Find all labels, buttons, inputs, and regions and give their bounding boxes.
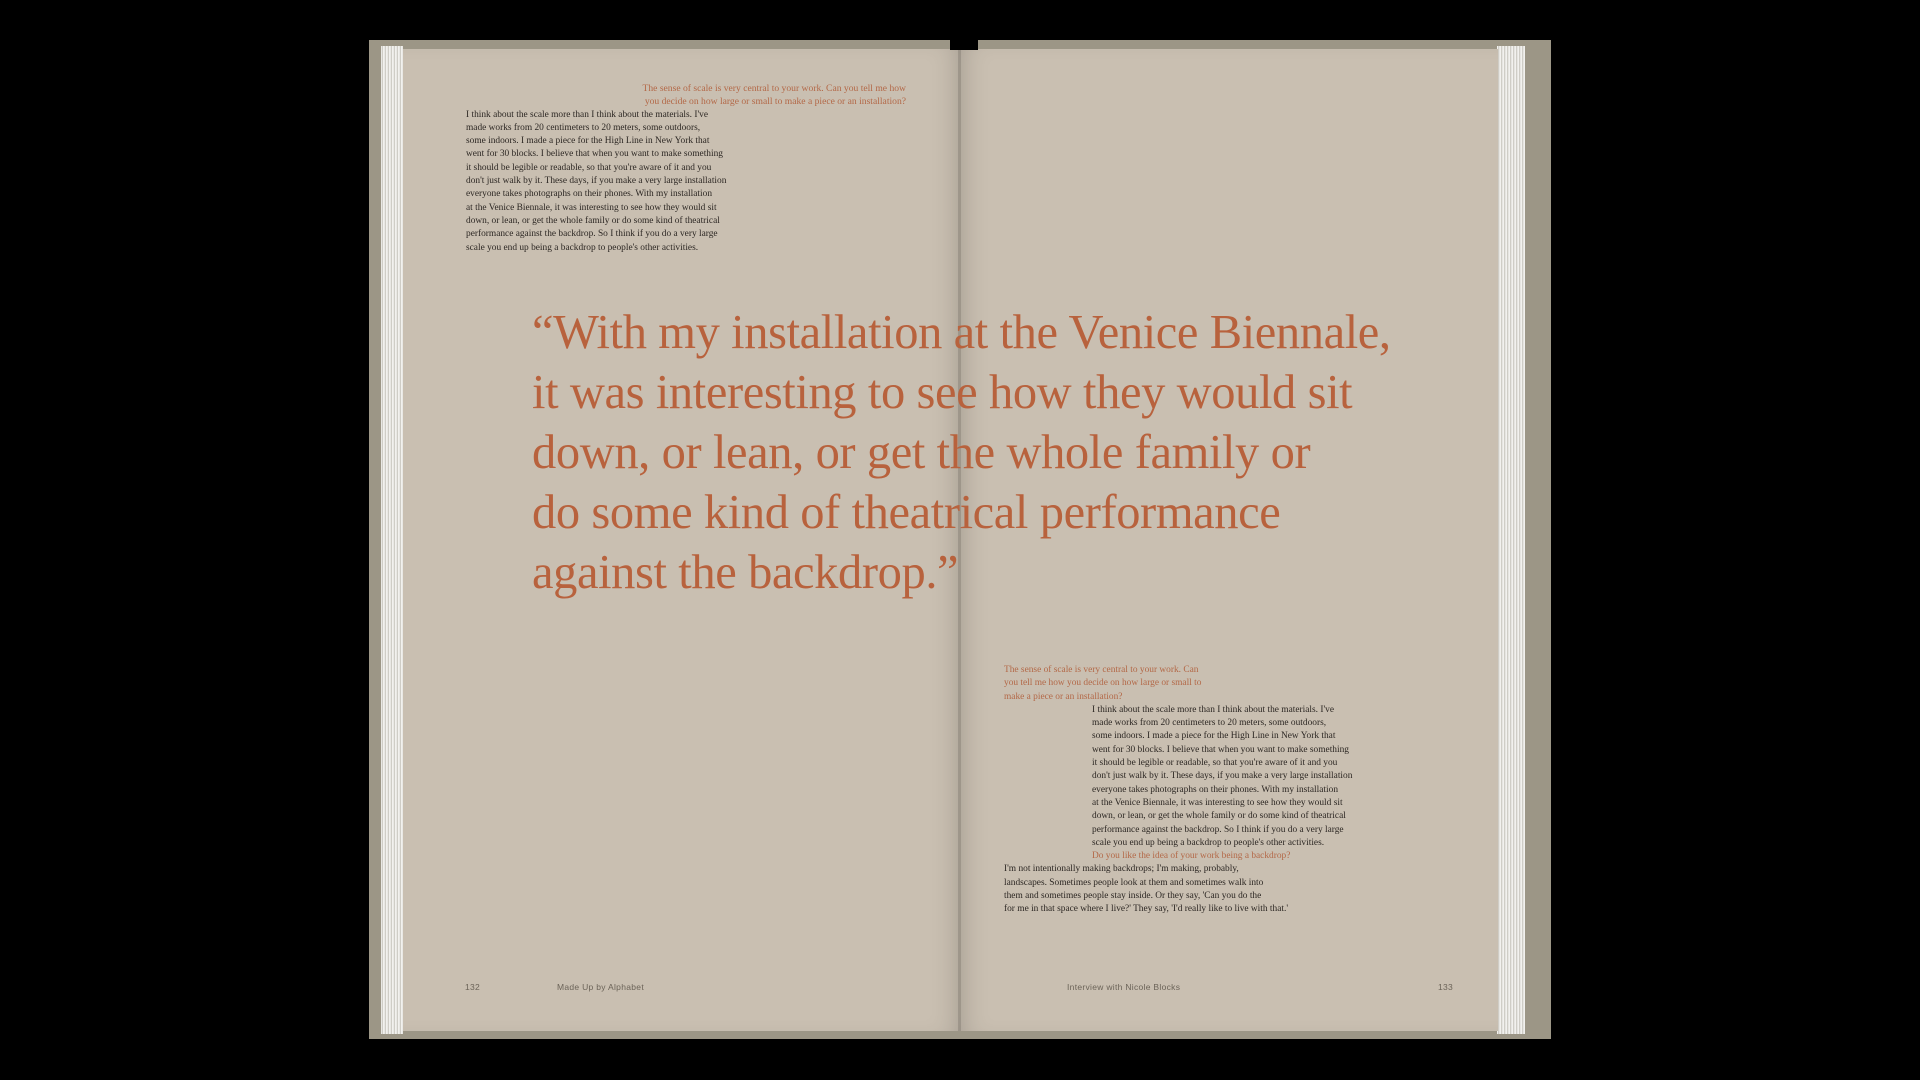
pull-quote: “With my installation at the Venice Biennale, it was interesting to see how they would sit down, or lean, or get the whole family or do some kind of theatrical performance against the backdrop.” bbox=[532, 306, 1391, 599]
right-answer-2: I'm not intentionally making backdrops; I'm making, probably, landscapes. Sometimes people look at them and sometimes walk into them and sometimes people stay inside. Or they say, 'Can you do the for me in that space where I live?' They say, 'I'd really like to live with that.' bbox=[1004, 864, 1289, 915]
left-question: The sense of scale is very central to your work. Can you tell me how you decide on how large or small to make a piece or an installation? bbox=[642, 83, 906, 108]
right-question: The sense of scale is very central to your work. Can you tell me how you decide on how large or small to make a piece or an installation? bbox=[1004, 665, 1202, 702]
page-edges-left bbox=[381, 46, 403, 1034]
right-answer: I think about the scale more than I think about the materials. I've made works from 20 centimeters to 20 meters, some outdoors, some indoors. I made a piece for the High Line in New York that went for 30 blocks. I believe that when you want to make something it should be legible or readable, so that you're aware of it and you don't just walk by it. These days, if you make a very large installation everyone takes photographs on their phones. With my installation at the Venice Biennale, it was interesting to see how they would sit down, or lean, or get the whole family or do some kind of theatrical performance against the backdrop. So I think if you do a very large scale you end up being a backdrop to people's other activities. bbox=[1092, 704, 1353, 848]
right-question-2: Do you like the idea of your work being a backdrop? bbox=[1092, 851, 1291, 862]
left-interview-block bbox=[466, 82, 926, 255]
folio-left-page-number: 132 bbox=[465, 982, 481, 992]
spine-notch bbox=[950, 40, 978, 50]
folio-left-running-head: Made Up by Alphabet bbox=[557, 982, 644, 992]
right-interview-block bbox=[1004, 664, 1484, 917]
left-answer: I think about the scale more than I think about the materials. I've made works from 20 centimeters to 20 meters, some outdoors, some indoors. I made a piece for the High Line in New York that went for 30 blocks. I believe that when you want to make something it should be legible or readable, so that you're aware of it and you don't just walk by it. These days, if you make a very large installation everyone takes photographs on their phones. With my installation at the Venice Biennale, it was interesting to see how they would sit down, or lean, or get the whole family or do some kind of theatrical performance against the backdrop. So I think if you do a very large scale you end up being a backdrop to people's other activities. bbox=[466, 109, 727, 253]
folio-right-page-number: 133 bbox=[1438, 982, 1454, 992]
folio-right-running-head: Interview with Nicole Blocks bbox=[1067, 982, 1181, 992]
